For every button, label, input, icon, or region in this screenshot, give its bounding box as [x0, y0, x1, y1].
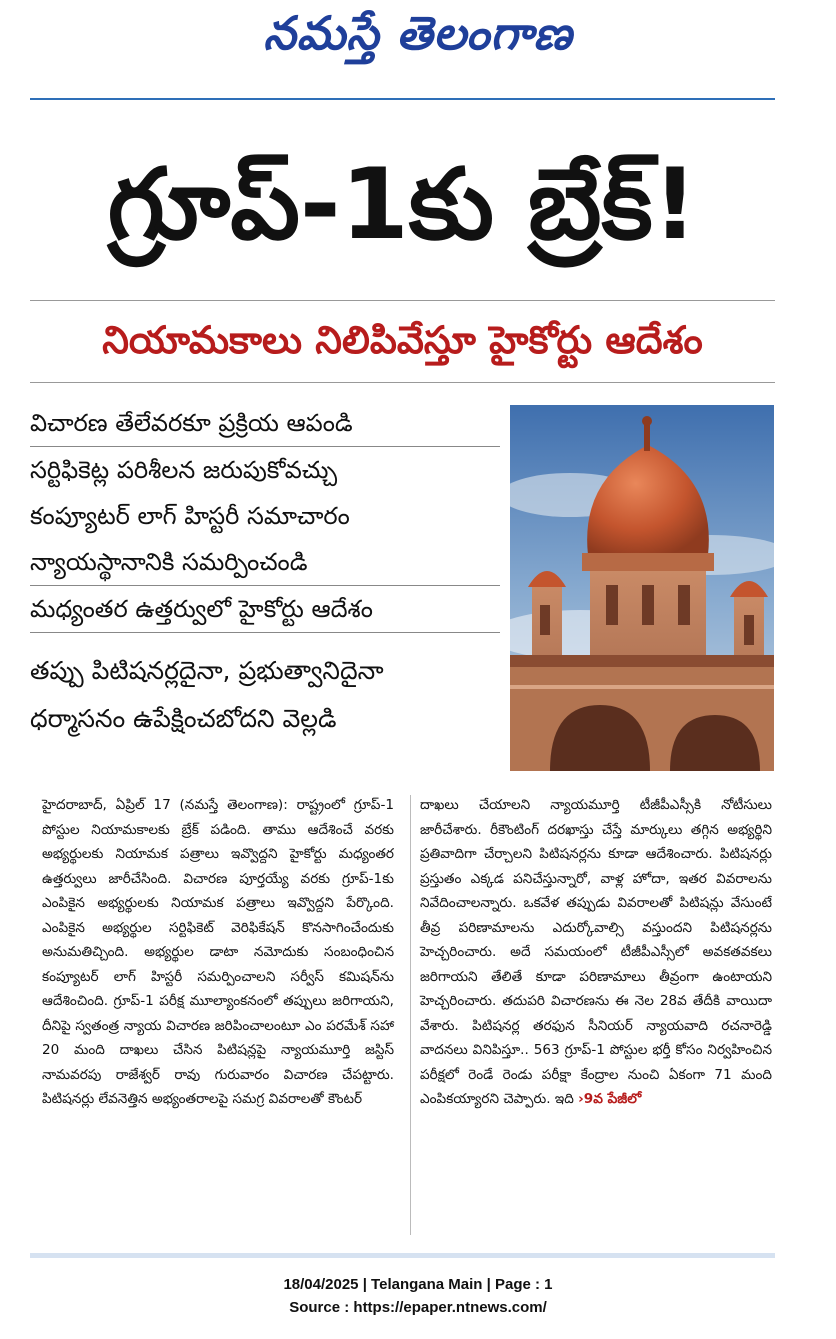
subheadline: నియామకాలు నిలిపివేస్తూ హైకోర్టు ఆదేశం: [102, 318, 703, 362]
footer-rule: [30, 1253, 775, 1258]
continued-label: ›9వ పేజీలో: [578, 1091, 642, 1107]
article-text: హైదరాబాద్, ఏప్రిల్ 17 (నమస్తే తెలంగాణ): రాష్ట్రంలో గ్రూప్-1 పోస్టుల నియామకాలకు బ్రేక్ పడింది. తాము ఆదేశించే వరకు అభ్యర్థులకు నియామక పత్రాలు ఇవ్వొద్దని హైకోర్టు మధ్యంతర ఉత్తర్వులు జారీచేసింది. విచారణ పూర్తయ్యే వరకు గ్రూప్-1కు ఎంపికైన అభ్యర్థులకు నియామక పత్రాలు ఇవ్వొద్దని పేర్కొంది. ఎంపికైన అభ్యర్థుల సర్టిఫికెట్ వెరిఫికేషన్ కొనసాగించేందుకు అనుమతిచ్చింది. అభ్యర్థుల డాటా నమోదుకు సంబంధించిన కంప్యూటర్ లాగ్ హిస్టరీ సమర్పించాలని సర్వీస్ కమిషన్‌ను ఆదేశించింది. గ్రూప్-1 పరీక్ష మూల్యాంకనంలో తప్పులు జరిగాయని, దీనిపై స్వతంత్ర న్యాయ విచారణ జరిపించాలంటూ ఎం పరమేశ్ సహా 20 మంది దాఖలు చేసిన పిటిషన్లపై న్యాయమూర్తి జస్టిస్ నామవరపు రాజేశ్వర్ రావు గురువారం విచారణ చేపట్టారు. పిటిషనర్లు లేవనెత్తిన అభ్యంతరాలపై సమగ్ర వివరాలతో కౌంటర్: [42, 797, 394, 1107]
column-divider: [410, 795, 411, 1235]
divider: [30, 300, 775, 301]
article-text: దాఖలు చేయాలని న్యాయమూర్తి టీజీపీఎస్సీకి నోటీసులు జారీచేశారు. రీకౌంటింగ్ దరఖాస్తు చేస్తే మార్కులు తగ్గిన అభ్యర్థిని ప్రతివాదిగా చేర్చాలని పిటిషనర్లను కూడా ఆదేశించారు. పిటిషనర్లు ప్రస్తుతం ఎక్కడ పనిచేస్తున్నారో, వాళ్ల హోదా, ఇతర వివరాలను నివేదించాలన్నారు. ఒకవేళ తప్పుడు వివరాలతో పిటిషన్లు వేసుంటే తీవ్ర పరిణామాలను ఎదుర్కోవాల్సి వస్తుందని పిటిషనర్లను హెచ్చరించారు. అదే సమయంలో టీజీపీఎస్సీలో అవకతవకలు జరిగాయని తేలితే కూడా పరిణామాలు తీవ్రంగా ఉంటాయని హెచ్చరించారు. తదుపరి విచారణను ఈ నెల 28వ తేదీకి వాయిదా వేశారు. పిటిషనర్ల తరఫున సీనియర్ న్యాయవాది రచనారెడ్డి వాదనలు వినిపిస్తూ.. 563 గ్రూప్-1 పోస్టుల భర్తీ కోసం నిర్వహించిన పరీక్షలో రెండే రెండు పరీక్షా కేంద్రాల నుంచి ఏకంగా 71 మంది ఎంపికయ్యారని చెప్పారు. ఇది: [420, 797, 772, 1107]
article-column-2: [420, 793, 772, 1243]
deck-line: సర్టిఫికెట్ల పరిశీలన జరుపుకోవచ్చు: [30, 456, 338, 484]
deck-line: న్యాయస్థానానికి సమర్పించండి: [30, 548, 308, 576]
headline: గ్రూప్-1కు బ్రేక్!: [107, 148, 698, 262]
deck-list: [30, 400, 500, 743]
footer-source: Source : https://epaper.ntnews.com/: [289, 1299, 547, 1316]
masthead-logo: నమస్తే తెలంగాణ: [263, 6, 573, 60]
article-body: [42, 793, 772, 1243]
footer-info: 18/04/2025 | Telangana Main | Page : 1: [283, 1276, 553, 1293]
deck-line: కంప్యూటర్ లాగ్ హిస్టరీ సమాచారం: [30, 502, 350, 530]
deck-line: తప్పు పిటిషనర్లదైనా, ప్రభుత్వానిదైనా: [30, 656, 384, 685]
masthead-rule: [30, 98, 775, 100]
deck-line: విచారణ తేలేవరకూ ప్రక్రియ ఆపండి: [30, 409, 353, 437]
deck-line: ధర్మాసనం ఉపేక్షించబోదని వెల్లడి: [30, 704, 337, 733]
high-court-photo: [510, 405, 774, 771]
article-column-1: [42, 793, 394, 1243]
divider: [30, 382, 775, 383]
deck-line: మధ్యంతర ఉత్తర్వులో హైకోర్టు ఆదేశం: [30, 595, 373, 623]
